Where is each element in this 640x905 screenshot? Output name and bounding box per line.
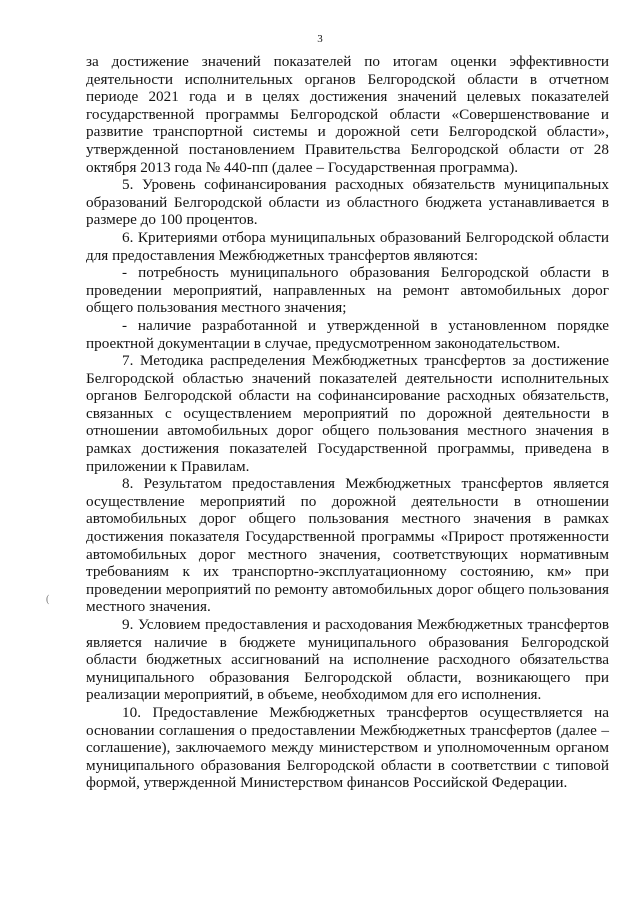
paragraph-criterion-documentation: - наличие разработанной и утвержденной в установленном порядке проектной документации в случае, предусмотренном законодательством.	[86, 316, 609, 352]
paragraph-item-9: 9. Условием предоставления и расходования Межбюджетных трансфертов является наличие в бюджете муниципального образования Белгородской области бюджетных ассигнований на исполнение расходного обязательства муниципального образования Белгородской области, возникающего при реализации мероприятий, в объеме, необходимом для его исполнения.	[86, 616, 609, 704]
margin-scan-mark: (	[46, 594, 50, 605]
paragraph-continuation: за достижение значений показателей по итогам оценки эффективности деятельности исполнительных органов Белгородской области в отчетном периоде 2021 года и в целях достижения значений целевых показателей государственной программы Белгородской области «Совершенствование и развитие транспортной системы и дорожной сети Белгородской области», утвержденной постановлением Правительства Белгородской области от 28 октября 2013 года № 440-пп (далее – Государственная программа).	[86, 53, 609, 176]
paragraph-item-5: 5. Уровень софинансирования расходных обязательств муниципальных образований Белгородской области из областного бюджета устанавливается в размере до 100 процентов.	[86, 176, 609, 229]
paragraph-item-7: 7. Методика распределения Межбюджетных трансфертов за достижение Белгородской областью значений показателей деятельности исполнительных органов Белгородской области на софинансирование расходных обязательств, связанных с осуществлением мероприятий по дорожной деятельности в отношении автомобильных дорог общего пользования местного значения в рамках достижения показателей Государственной программы, приведена в приложении к Правилам.	[86, 352, 609, 475]
paragraph-criterion-need: - потребность муниципального образования Белгородской области в проведении мероприятий, направленных на ремонт автомобильных дорог общего пользования местного значения;	[86, 264, 609, 317]
page-number: 3	[317, 33, 323, 45]
document-body	[86, 53, 609, 792]
paragraph-item-10: 10. Предоставление Межбюджетных трансфертов осуществляется на основании соглашения о предоставлении Межбюджетных трансфертов (далее – соглашение), заключаемого между министерством и уполномоченным органом муниципального образования Белгородской области в соответствии с типовой формой, утвержденной Министерством финансов Российской Федерации.	[86, 703, 609, 792]
paragraph-item-8: 8. Результатом предоставления Межбюджетных трансфертов является осуществление мероприятий по дорожной деятельности в отношении автомобильных дорог общего пользования местного значения в рамках достижения показателя Государственной программы «Прирост протяженности автомобильных дорог местного значения, соответствующих нормативным требованиям к их транспортно-эксплуатационному состоянию, км» при проведении мероприятий по ремонту автомобильных дорог общего пользования местного значения.	[86, 475, 609, 616]
paragraph-item-6: 6. Критериями отбора муниципальных образований Белгородской области для предоставления Межбюджетных трансфертов являются:	[86, 228, 609, 264]
